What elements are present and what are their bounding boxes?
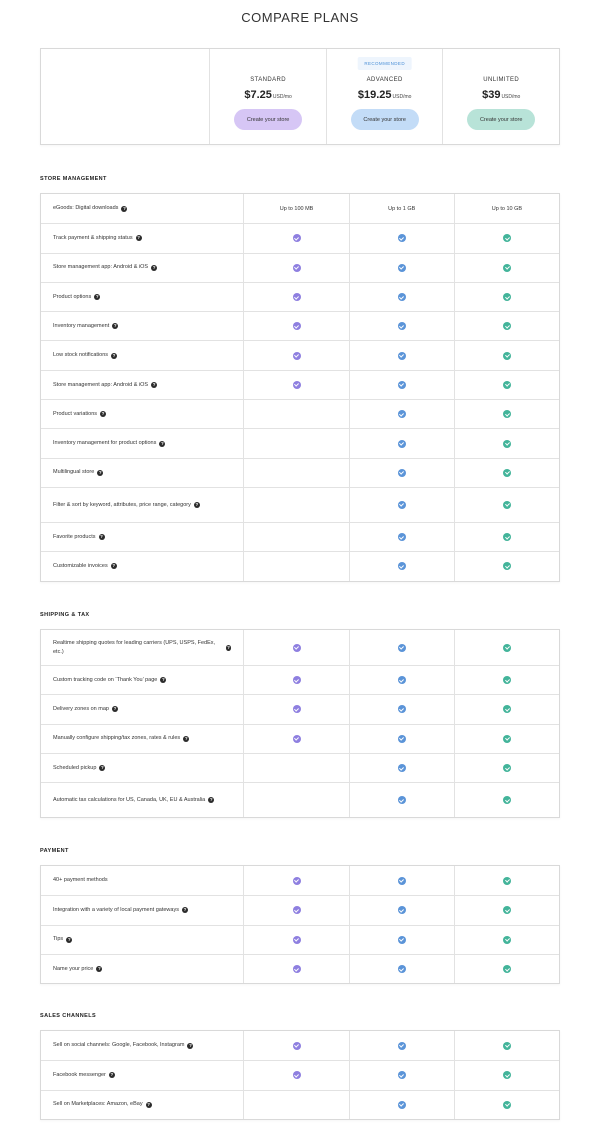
- page-title: COMPARE PLANS: [241, 10, 359, 25]
- check-icon: [293, 352, 301, 360]
- plan-value-cell: [454, 552, 559, 580]
- feature-label: Sell on Marketplaces: Amazon, eBay: [53, 1101, 143, 1108]
- feature-name-cell: [41, 523, 243, 551]
- table-row: [41, 253, 559, 282]
- plan-name: ADVANCED: [366, 77, 403, 83]
- table-row: [41, 1090, 559, 1119]
- table-row: [41, 866, 559, 895]
- feature-name-cell: [41, 371, 243, 399]
- table-row: [41, 194, 559, 223]
- feature-label: Filter & sort by keyword, attributes, price range, category: [53, 501, 191, 508]
- plan-value-text: Up to 100 MB: [279, 205, 314, 212]
- plan-value-cell: [454, 1061, 559, 1089]
- check-icon: [398, 877, 406, 885]
- check-icon: [398, 676, 406, 684]
- plan-value-cell: [243, 1091, 348, 1119]
- table-row: [41, 954, 559, 983]
- check-icon: [503, 1101, 511, 1109]
- plan-value-cell: [243, 283, 348, 311]
- check-icon: [398, 533, 406, 541]
- plan-value-cell: [454, 1091, 559, 1119]
- create-store-advanced-button[interactable]: Create your store: [351, 109, 419, 130]
- help-icon[interactable]: ?: [123, 205, 126, 211]
- check-icon: [503, 469, 511, 477]
- create-store-standard-button[interactable]: Create your store: [234, 109, 302, 130]
- create-store-unlimited-button[interactable]: Create your store: [467, 109, 535, 130]
- plan-value-cell: [243, 552, 348, 580]
- table-row: [41, 1060, 559, 1089]
- check-icon: [293, 644, 301, 652]
- table-row: [41, 522, 559, 551]
- plan-value-cell: [349, 371, 454, 399]
- plan-name: UNLIMITED: [483, 77, 520, 83]
- check-icon: [293, 264, 301, 272]
- plan-unlimited: [442, 49, 559, 144]
- plan-value-cell: [243, 194, 348, 223]
- table-row: [41, 753, 559, 782]
- check-icon: [503, 501, 511, 509]
- check-icon: [398, 796, 406, 804]
- plan-value-cell: [349, 488, 454, 522]
- check-icon: [503, 381, 511, 389]
- help-icon[interactable]: ?: [112, 352, 116, 358]
- table-row: [41, 370, 559, 399]
- check-icon: [398, 410, 406, 418]
- check-icon: [398, 293, 406, 301]
- feature-label: Multilingual store: [53, 469, 95, 476]
- check-icon: [293, 735, 301, 743]
- table-row: [41, 458, 559, 487]
- plan-value-cell: [243, 523, 348, 551]
- table-row: [41, 925, 559, 954]
- plan-value-cell: [243, 371, 348, 399]
- help-icon[interactable]: ?: [101, 765, 104, 771]
- table-row: [41, 282, 559, 311]
- feature-label: Favorite products: [53, 533, 96, 540]
- help-icon[interactable]: ?: [184, 735, 188, 741]
- plan-value-cell: [243, 459, 348, 487]
- plan-value-cell: [349, 1091, 454, 1119]
- help-icon[interactable]: ?: [162, 677, 165, 683]
- check-icon: [293, 705, 301, 713]
- feature-name-cell: [41, 488, 243, 522]
- plan-value-cell: [349, 725, 454, 753]
- feature-label: Automatic tax calculations for US, Canada, UK, EU & Australia: [53, 796, 206, 803]
- plan-value-cell: [349, 630, 454, 665]
- check-icon: [503, 676, 511, 684]
- check-icon: [503, 410, 511, 418]
- plan-value-cell: [454, 400, 559, 428]
- feature-label: Custom tracking code on ‘Thank You’ page: [53, 676, 158, 683]
- plan-value-cell: [243, 754, 348, 782]
- plan-value-cell: [243, 400, 348, 428]
- check-icon: [398, 562, 406, 570]
- plan-value-cell: [349, 312, 454, 340]
- check-icon: [503, 264, 511, 272]
- feature-name-cell: [41, 341, 243, 369]
- check-icon: [398, 1101, 406, 1109]
- plan-value-cell: [349, 429, 454, 457]
- plan-standard: [209, 49, 326, 144]
- plan-value-cell: [349, 955, 454, 983]
- plan-value-cell: [454, 459, 559, 487]
- feature-table: [40, 865, 560, 984]
- check-icon: [503, 562, 511, 570]
- help-icon[interactable]: ?: [189, 1042, 192, 1048]
- check-icon: [503, 322, 511, 330]
- plan-value-cell: [454, 488, 559, 522]
- feature-label: Store management app: Android & iOS: [53, 381, 149, 388]
- plan-value-cell: [454, 783, 559, 817]
- table-row: [41, 895, 559, 924]
- table-row: [41, 340, 559, 369]
- plan-value-cell: [454, 725, 559, 753]
- plan-value-cell: [349, 866, 454, 895]
- plan-advanced: [326, 49, 443, 144]
- feature-label: Tips: [53, 936, 64, 943]
- plan-value-cell: [349, 224, 454, 252]
- help-icon[interactable]: ?: [113, 706, 117, 712]
- plan-price: $39USD/mo: [482, 89, 521, 101]
- feature-name-cell: [41, 283, 243, 311]
- check-icon: [293, 906, 301, 914]
- feature-name-cell: [41, 926, 243, 954]
- feature-name-cell: [41, 695, 243, 723]
- feature-label: Store management app: Android & iOS: [53, 264, 149, 271]
- help-icon[interactable]: ?: [110, 1072, 114, 1078]
- help-icon[interactable]: ?: [98, 469, 102, 475]
- check-icon: [398, 440, 406, 448]
- help-icon[interactable]: ?: [112, 563, 116, 569]
- plan-value-cell: [243, 488, 348, 522]
- table-row: [41, 311, 559, 340]
- check-icon: [503, 965, 511, 973]
- plan-value-cell: [454, 955, 559, 983]
- help-icon[interactable]: ?: [113, 323, 117, 329]
- plan-price: $19.25USD/mo: [357, 89, 412, 101]
- plan-value-cell: [454, 341, 559, 369]
- plan-value-cell: [243, 224, 348, 252]
- plan-value-cell: [349, 194, 454, 223]
- help-icon[interactable]: ?: [160, 440, 164, 446]
- check-icon: [293, 381, 301, 389]
- feature-label: Manually configure shipping/tax zones, rates & rules: [53, 735, 181, 742]
- help-icon[interactable]: ?: [137, 235, 140, 241]
- plan-value-cell: [243, 783, 348, 817]
- table-row: [41, 694, 559, 723]
- plan-value-cell: [454, 754, 559, 782]
- table-row: [41, 782, 559, 817]
- plan-value-cell: [454, 896, 559, 924]
- price-unit: USD/mo: [392, 94, 412, 100]
- feature-name-cell: [41, 459, 243, 487]
- check-icon: [398, 906, 406, 914]
- feature-name-cell: [41, 552, 243, 580]
- check-icon: [503, 352, 511, 360]
- feature-label: eGoods: Digital downloads: [53, 205, 119, 212]
- plan-value-cell: [349, 552, 454, 580]
- plan-value-cell: [243, 896, 348, 924]
- plan-value-cell: [454, 866, 559, 895]
- plan-value-cell: [349, 666, 454, 694]
- table-row: [41, 399, 559, 428]
- feature-name-cell: [41, 1031, 243, 1060]
- check-icon: [503, 644, 511, 652]
- feature-label: Name your price: [53, 965, 94, 972]
- plan-value-cell: [454, 523, 559, 551]
- plan-value-cell: [243, 926, 348, 954]
- check-icon: [398, 264, 406, 272]
- check-icon: [503, 764, 511, 772]
- feature-name-cell: [41, 1091, 243, 1119]
- plan-value-cell: [349, 896, 454, 924]
- feature-name-cell: [41, 312, 243, 340]
- check-icon: [503, 533, 511, 541]
- plan-value-cell: [243, 866, 348, 895]
- feature-label: Low stock notifications: [53, 352, 109, 359]
- plan-value-cell: [349, 1031, 454, 1060]
- help-icon[interactable]: ?: [97, 966, 101, 972]
- plan-value-cell: [243, 1031, 348, 1060]
- feature-label: Scheduled pickup: [53, 764, 97, 771]
- plan-value-cell: [454, 312, 559, 340]
- check-icon: [503, 293, 511, 301]
- help-icon[interactable]: ?: [67, 936, 71, 942]
- feature-name-cell: [41, 896, 243, 924]
- plan-value-cell: [349, 926, 454, 954]
- section-title: SALES CHANNELS: [40, 1013, 97, 1019]
- plan-value-cell: [243, 312, 348, 340]
- plan-value-cell: [243, 429, 348, 457]
- plan-value-cell: [349, 341, 454, 369]
- check-icon: [293, 877, 301, 885]
- help-icon[interactable]: ?: [209, 797, 213, 803]
- price-unit: USD/mo: [272, 94, 292, 100]
- plan-value-cell: [243, 695, 348, 723]
- plan-value-cell: [243, 725, 348, 753]
- check-icon: [398, 322, 406, 330]
- plan-value-cell: [349, 283, 454, 311]
- section-title: SHIPPING & TAX: [40, 612, 90, 618]
- help-icon[interactable]: ?: [227, 644, 230, 650]
- check-icon: [398, 352, 406, 360]
- table-row: [41, 487, 559, 522]
- feature-label: Customizable invoices: [53, 563, 108, 570]
- plan-value-cell: [349, 254, 454, 282]
- plan-value-cell: [243, 254, 348, 282]
- plan-value-cell: [454, 194, 559, 223]
- feature-name-cell: [41, 254, 243, 282]
- plan-value-text: Up to 10 GB: [491, 205, 523, 212]
- plan-value-cell: [349, 1061, 454, 1089]
- help-icon[interactable]: ?: [183, 907, 187, 913]
- check-icon: [398, 735, 406, 743]
- help-icon[interactable]: ?: [95, 294, 99, 300]
- check-icon: [503, 440, 511, 448]
- help-icon[interactable]: ?: [101, 411, 105, 417]
- plan-value-cell: [243, 341, 348, 369]
- check-icon: [503, 906, 511, 914]
- feature-label: Inventory management: [53, 322, 110, 329]
- feature-name-cell: [41, 224, 243, 252]
- feature-name-cell: [41, 783, 243, 817]
- check-icon: [503, 1042, 511, 1050]
- plan-value-cell: [454, 283, 559, 311]
- feature-table: [40, 1030, 560, 1120]
- check-icon: [293, 965, 301, 973]
- help-icon[interactable]: ?: [100, 534, 103, 540]
- feature-name-cell: [41, 1061, 243, 1089]
- price-unit: USD/mo: [501, 94, 521, 100]
- section-title: STORE MANAGEMENT: [40, 176, 107, 182]
- feature-name-cell: [41, 194, 243, 223]
- feature-table: [40, 629, 560, 818]
- plan-value-cell: [349, 400, 454, 428]
- plan-value-cell: [349, 695, 454, 723]
- plan-value-cell: [454, 1031, 559, 1060]
- table-row: [41, 428, 559, 457]
- recommended-badge: RECOMMENDED: [357, 57, 412, 70]
- plan-value-cell: [349, 523, 454, 551]
- feature-name-cell: [41, 725, 243, 753]
- feature-label: Delivery zones on map: [53, 706, 109, 713]
- feature-label: Product variations: [53, 410, 98, 417]
- feature-name-cell: [41, 630, 243, 665]
- feature-name-cell: [41, 400, 243, 428]
- plan-value-text: Up to 1 GB: [388, 205, 416, 212]
- plan-value-cell: [454, 630, 559, 665]
- help-icon[interactable]: ?: [147, 1101, 150, 1107]
- plan-value-cell: [243, 955, 348, 983]
- plan-value-cell: [349, 754, 454, 782]
- check-icon: [398, 234, 406, 242]
- plan-value-cell: [454, 429, 559, 457]
- feature-label: Integration with a variety of local payment gateways: [53, 907, 179, 914]
- plan-value-cell: [454, 695, 559, 723]
- plan-value-cell: [243, 666, 348, 694]
- check-icon: [398, 705, 406, 713]
- check-icon: [503, 796, 511, 804]
- check-icon: [293, 676, 301, 684]
- plan-header-spacer: [41, 49, 209, 144]
- check-icon: [503, 936, 511, 944]
- table-row: [41, 551, 559, 580]
- check-icon: [503, 234, 511, 242]
- table-row: [41, 665, 559, 694]
- plan-value-cell: [349, 459, 454, 487]
- feature-name-cell: [41, 429, 243, 457]
- table-row: [41, 724, 559, 753]
- check-icon: [398, 501, 406, 509]
- check-icon: [398, 936, 406, 944]
- plan-value-cell: [454, 926, 559, 954]
- table-row: [41, 223, 559, 252]
- feature-label: Facebook messenger: [53, 1072, 106, 1079]
- table-row: [41, 1031, 559, 1060]
- plan-name: STANDARD: [250, 77, 286, 83]
- help-icon[interactable]: ?: [195, 501, 199, 507]
- check-icon: [293, 1042, 301, 1050]
- check-icon: [293, 293, 301, 301]
- feature-name-cell: [41, 666, 243, 694]
- feature-name-cell: [41, 754, 243, 782]
- feature-name-cell: [41, 955, 243, 983]
- check-icon: [293, 234, 301, 242]
- plan-value-cell: [349, 783, 454, 817]
- check-icon: [503, 1071, 511, 1079]
- check-icon: [398, 1042, 406, 1050]
- plan-value-cell: [454, 371, 559, 399]
- feature-name-cell: [41, 866, 243, 895]
- feature-label: Realtime shipping quotes for leading carriers (UPS, USPS, FedEx, etc.): [53, 639, 216, 655]
- check-icon: [398, 764, 406, 772]
- feature-label: Inventory management for product options: [53, 440, 157, 447]
- check-icon: [293, 322, 301, 330]
- check-icon: [503, 705, 511, 713]
- plan-value-cell: [243, 630, 348, 665]
- plan-header: [40, 48, 560, 145]
- check-icon: [398, 1071, 406, 1079]
- plan-value-cell: [243, 1061, 348, 1089]
- feature-label: Product options: [53, 293, 92, 300]
- section-title: PAYMENT: [40, 848, 69, 854]
- help-icon[interactable]: ?: [152, 264, 156, 270]
- check-icon: [398, 469, 406, 477]
- feature-label: Sell on social channels: Google, Facebook, Instagram: [53, 1042, 185, 1049]
- plan-value-cell: [454, 254, 559, 282]
- help-icon[interactable]: ?: [152, 381, 156, 387]
- feature-label: Track payment & shipping status: [53, 235, 133, 242]
- check-icon: [398, 381, 406, 389]
- check-icon: [503, 735, 511, 743]
- plan-value-cell: [454, 224, 559, 252]
- feature-table: [40, 193, 560, 582]
- check-icon: [398, 965, 406, 973]
- table-row: [41, 630, 559, 665]
- check-icon: [293, 936, 301, 944]
- plan-price: $7.25USD/mo: [244, 89, 292, 101]
- check-icon: [293, 1071, 301, 1079]
- feature-label: 40+ payment methods: [53, 877, 108, 884]
- check-icon: [398, 644, 406, 652]
- check-icon: [503, 877, 511, 885]
- plan-value-cell: [454, 666, 559, 694]
